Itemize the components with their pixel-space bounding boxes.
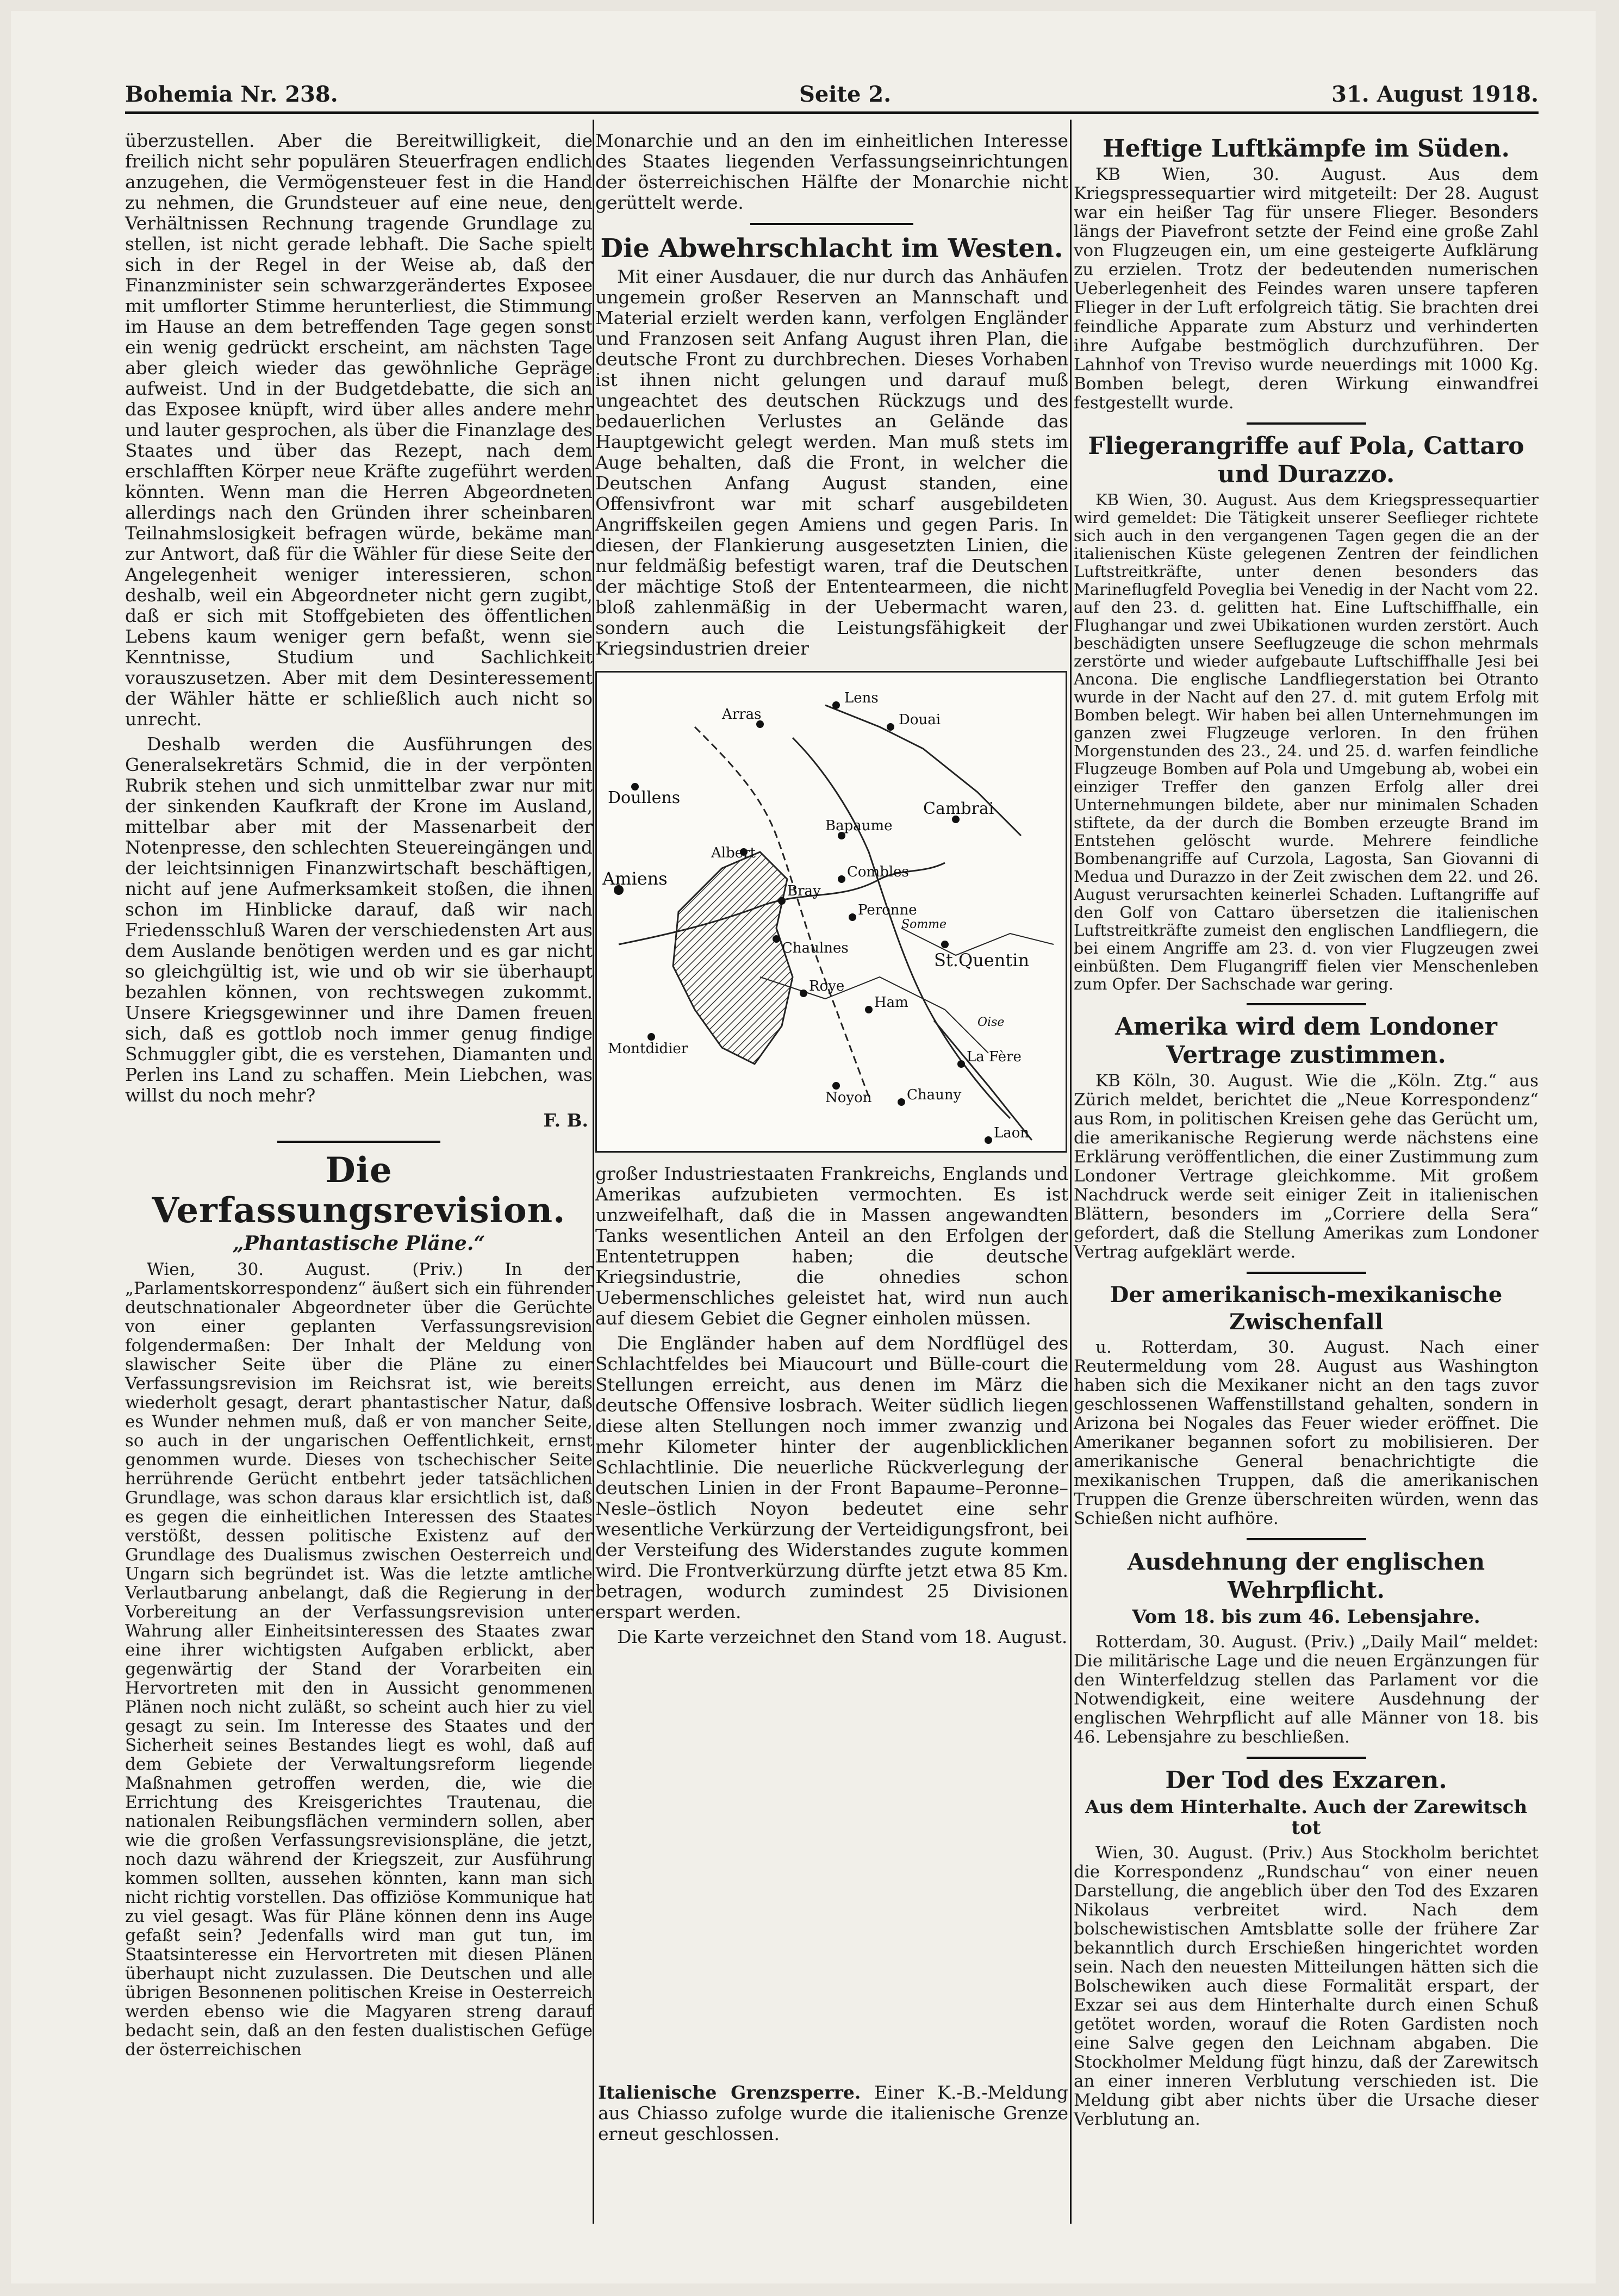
headline-luftkaempfe: Heftige Luftkämpfe im Süden. — [1103, 135, 1510, 163]
article-text: überzustellen. Aber die Bereitwilligkeit, die freilich nicht sehr populären Steuerfragen endlich anzugehen, die Vermögensteuer fest in die Hand zu nehmen, die Grundsteuer auf eine neue, den Verhältnissen Rechnung tragende Grundlage zu stellen, ist nicht gerade lebhaft. Die Sache spielt sich in der Regel in der Weise ab, daß der Finanzminister sein schwarzgerändertes Exposee mit umflorter Stimme herunterliest, die Stimmung im Hause an dem betreffenden Tage gegen sonst ein wenig gedrückt erscheint, am nächsten Tage aber gleich wieder das gewöhnliche Gepräge aufweist. Und in der Budgetdebatte, die sich an das Exposee knüpft, wird über alles andere mehr und lauter gesprochen, als über die Finanzlage des Staates und über das Rezept, nach dem erschlafften Körper neue Kräfte zugeführt werden könnten. Wenn man die Herren Abgeordneten allerdings nach den Gründen ihrer scheinbaren Teilnahmslosigkeit befragen würde, bekäme man zur Antwort, daß für die Wähler für diese Seite der Angelegenheit weniger interessieren, schon deshalb, weil ein Abgeordneter nicht gern zugibt, daß er sich mit Stoffgebieten des öffentlichen Lebens kaum weniger gern befaßt, wenn sie Kenntnisse, Studium und Sachlichkeit vorauszusetzen. Aber mit dem Desinteressement der Wähler hätte er schließlich auch nicht so unrecht. — [125, 130, 593, 730]
map-label: Douai — [899, 712, 941, 728]
column-1 — [125, 130, 593, 2296]
article-text: großer Industriestaaten Frankreichs, Englands und Amerikas aufzubieten vermochten. Es ist unzweifelhaft, daß die in Massen angewandten Tanks wesentlichen Anteil an den Erfolgen der Ententetruppen haben; die deutsche Kriegsindustrie, die ohnedies schon Uebermenschliches geleistet hat, wird nun auch auf diesem Gebiet die Gegner einholen müssen. — [595, 1163, 1068, 1329]
article-text: Wien, 30. August. (Priv.) In der „Parlamentskorrespondenz“ äußert sich ein führender deutschnationaler Abgeordneter über die Gerüchte von einer geplanten Verfassungsrevision folgendermaßen: Der Inhalt der Meldung von slawischer Seite über die Pläne zu einer Verfassungsrevision im Reichsrat ist, wie bereits wiederholt gesagt, derart phantastischer Natur, daß es Wunder nehmen muß, daß er von mancher Seite, so auch in der ungarischen Oeffentlichkeit, ernst genommen wurde. Dieses von tschechischer Seite herrührende Gerücht entbehrt jeder tatsächlichen Grundlage, was schon daraus klar ersichtlich ist, daß es gegen die einheitlichen Interessen des Staates verstößt, dessen politische Existenz auf der Grundlage des Dualismus zwischen Oesterreich und Ungarn sich begründet ist. Was die letzte amtliche Verlautbarung anbelangt, daß die Regierung in der Vorbereitung an der Verfassungsrevision unter Wahrung aller Einheitsinteressen des Staates zwar eine ihrer wichtigsten Aufgaben erblickt, aber gegenwärtig der Stand der Vorarbeiten ein Hervortreten mit den in Aussicht genommenen Plänen noch nicht zuläßt, so scheint auch hier zu viel gesagt zu sein. Im Interesse des Staates und der Sicherheit seines Bestandes liegt es wohl, daß auf dem Gebiete der Verwaltungsreform liegende Maßnahmen getroffen werden, die, wie die Errichtung des Kreisgerichtes Trautenau, die nationalen Reibungsflächen vermindern sollen, aber wie die großen Verfassungsrevisionspläne, die jetzt, noch dazu während der Kriegszeit, zur Ausführung kommen sollten, aussehen könnten, kann man sich nicht richtig vorstellen. Das offiziöse Kommunique hat zu viel gesagt. Was für Pläne können denn ins Auge gefaßt sein? Jedenfalls wird man gut tun, im Staatsinteresse ein Hervortreten mit diesen Plänen überhaupt nicht zuzulassen. Die Deutschen und alle übrigen Besonnenen politischen Kreise in Oesterreich werden ebenso wie die Magyaren streng darauf bedacht sein, daß an den festen dualistischen Gefüge der österreichischen — [125, 1260, 593, 2059]
front-map — [595, 671, 1067, 1153]
headline-fliegerangriffe: Fliegerangriffe auf Pola, Cattaro und Durazzo. — [1088, 432, 1524, 488]
map-label: Roye — [809, 978, 845, 994]
road — [760, 977, 988, 1053]
map-label: Montdidier — [608, 1041, 688, 1057]
town-marker — [773, 935, 780, 943]
separator — [1247, 1538, 1366, 1540]
map-label: St.Quentin — [934, 950, 1030, 970]
subheadline: Vom 18. bis zum 46. Lebensjahre. — [1132, 1606, 1480, 1628]
issue-number: Bohemia Nr. 238. — [125, 82, 338, 107]
map-label: Ham — [874, 994, 908, 1011]
article-text: KB Köln, 30. August. Wie die „Köln. Ztg.“ aus Zürich meldet, berichtet die „Neue Korrespondenz“ aus Rom, in politischen Kreisen gehe das Gerücht um, die amerikanische Regierung werde nächstens eine Erklärung veröffentlichen, die einer Zustimmung zum Londoner Vertrage gleichkomme. Mit großem Nachdruck werde seit einiger Zeit in italienischen Blättern, besonders im „Corriere della Sera“ gefordert, daß die Stellung Amerikas zum Londoner Vertrag aufgeklärt werde. — [1074, 1071, 1539, 1262]
headline-amerika: Amerika wird dem Londoner Vertrage zustimmen. — [1115, 1013, 1497, 1069]
article-text: KB Wien, 30. August. Aus dem Kriegspressequartier wird mitgeteilt: Der 28. August war ein heißer Tag für unsere Flieger. Besonders längs der Piavefront setzte der Feind eine große Zahl von Flugzeugen ein, um eine gesteigerte Aufklärung zu erzielen. Trotz der bedeutenden numerischen Ueberlegenheit des Feindes waren unsere tapferen Flieger in der Luft erfolgreich tätig. Sie brachten drei feindliche Apparate zum Absturz und verhinderten ihre Aufgabe bestmöglich durchzuführen. Der Lahnhof von Treviso wurde neuerdings mit 1000 Kg. Bomben belegt, deren Wirkung einwandfrei festgestellt wurde. — [1074, 165, 1539, 413]
page-number: Seite 2. — [799, 82, 892, 107]
oise-river — [934, 1021, 1032, 1140]
town-marker — [985, 1136, 992, 1144]
map-label: Doullens — [608, 788, 681, 807]
headline-zwischenfall: Der amerikanisch-mexikanische Zwischenfall — [1110, 1282, 1503, 1335]
town-marker — [832, 701, 840, 709]
header-rule — [125, 111, 1539, 114]
subheadline: „Phantastische Pläne.“ — [232, 1232, 485, 1255]
map-label: Chauny — [907, 1087, 962, 1103]
map-label: Chaulnes — [782, 940, 849, 956]
notice-kicker: Italienische Grenzsperre. — [598, 2082, 861, 2103]
column-3 — [1074, 130, 1539, 2296]
town-marker — [800, 990, 807, 997]
map-label: Bapaume — [825, 818, 893, 834]
map-label: Somme — [901, 918, 947, 931]
separator — [1247, 1757, 1366, 1759]
headline-abwehrschlacht: Die Abwehrschlacht im Westen. — [600, 233, 1063, 264]
town-marker — [647, 1033, 655, 1041]
map-label: Arras — [722, 706, 762, 723]
hatched-area — [673, 852, 793, 1064]
column-rule-2 — [1070, 120, 1072, 2224]
map-label: Combles — [847, 864, 909, 880]
town-marker — [778, 897, 786, 905]
map-label: Laon — [994, 1125, 1030, 1141]
article-text: Deshalb werden die Ausführungen des Generalsekretärs Schmid, die in der verpönten Rubrik stehen und sich unmittelbar zwar nur mit der sinkenden Kaufkraft der Krone im Ausland, mittelbar aber mit der Massenarbeit der Notenpresse, den schlechten Steuereingängen und der leichtsinnigen Finanzwirtschaft beschäftigen, nicht auf jene Aufmerksamkeit stoßen, die ihnen schon im Hinblicke darauf, daß wir nach Friedensschluß Waren der verschiedensten Art aus dem Auslande benötigen werden und es gar nicht so gleichgültig ist, wie und ob wir sie überhaupt bezahlen können, von rechtswegen zukommt. Unsere Kriegsgewinner und ihre Damen freuen sich, daß es gottlob noch immer genug findige Schmuggler gibt, die es verstehen, Diamanten und Perlen ins Land zu schaffen. Mein Liebchen, was willst du noch mehr? — [125, 733, 593, 1106]
separator — [1247, 1272, 1366, 1274]
headline-verfassungsrevision: Die Verfassungsrevision. — [152, 1150, 566, 1231]
map-label: Amiens — [602, 868, 668, 889]
map-label: Lens — [844, 690, 879, 706]
separator — [277, 1141, 440, 1143]
town-marker — [865, 1006, 873, 1013]
separator — [1247, 422, 1366, 425]
map-label: Albert — [711, 845, 756, 861]
map-label: La Fère — [967, 1049, 1022, 1065]
headline-wehrpflicht: Ausdehnung der englischen Wehrpflicht. — [1127, 1548, 1485, 1603]
article-text: Wien, 30. August. (Priv.) Aus Stockholm berichtet die Korrespondenz „Rundschau“ von einer neuen Darstellung, die angeblich über den Tod des Exzaren Nikolaus verbreitet wird. Nach dem bolschewistischen Amtsblatte solle der frühere Zar bekanntlich durch Erschießen hingerichtet worden sein. Nach den neuesten Mitteilungen hätten sich die Bolschewiken auch diese Formalität erspart, der Exzar sei aus dem Hinterhalte durch einen Schuß getötet worden, worauf die Roten Gardisten noch eine Salve gegen den Leichnam abgaben. Die Stockholmer Meldung fügt hinzu, daß der Zarewitsch an einer inneren Verblutung verschieden ist. Die Meldung gibt aber nichts über die Ursache dieser Verblutung an. — [1074, 1843, 1539, 2129]
separator — [1247, 1003, 1366, 1005]
notice-text: Einer K.-B.-Meldung aus Chiasso zufolge wurde die italienische Grenze erneut geschlossen. — [598, 2082, 1068, 2144]
town-marker — [838, 875, 845, 883]
town-marker — [941, 941, 949, 948]
headline-exzar: Der Tod des Exzaren. — [1165, 1766, 1447, 1794]
town-marker — [898, 1098, 905, 1106]
map-label: Bray — [787, 883, 821, 899]
map-label: Oise — [977, 1016, 1005, 1029]
town-marker — [849, 913, 856, 921]
author-byline: F. B. — [543, 1110, 588, 1131]
article-text: u. Rotterdam, 30. August. Nach einer Reutermeldung vom 28. August aus Washington haben sich die Mexikaner nicht an den tags zuvor geschlossenen Waffenstillstand gehalten, sondern in Arizona bei Nogales das Feuer wieder eröffnet. Die Amerikaner begannen sofort zu mobilisieren. Der amerikanische General benachrichtigte die mexikanischen Truppen, daß die amerikanischen Truppen die Grenze überschreiten würden, wenn das Schießen nicht aufhöre. — [1074, 1337, 1539, 1528]
map-drawing — [597, 673, 1066, 1151]
article-text: Rotterdam, 30. August. (Priv.) „Daily Mail“ meldet: Die militärische Lage und die neuen Ergänzungen für den Winterfeldzug stellen das Parlament vor die Notwendigkeit, eine weitere Ausdehnung der englischen Wehrpflicht auf alle Männer von 18. bis 46. Lebensjahre zu beschließen. — [1074, 1632, 1539, 1747]
column-2 — [595, 130, 1068, 2296]
short-notice — [598, 2082, 1068, 2144]
article-text: KB Wien, 30. August. Aus dem Kriegspressequartier wird gemeldet: Die Tätigkeit unserer Seeflieger richtete sich auch in den vergangenen Tagen gegen die an der italienischen Küste gelegenen Zentren der feindlichen Luftstreitkräfte, unter denen besonders das Marineflugfeld Poveglia bei Venedig in der Nacht vom 22. auf den 23. d. gelitten hat. Eine Luftschiffhalle, ein Flughangar und zwei Ubikationen wurden zerstört. Auch beschädigten unsere Seeflugzeuge die schon mehrmals zerstörte und wieder aufgebaute Luftschiffhalle Jesi bei Ancona. Die englische Landfliegerstation bei Otranto wurde in der Nacht auf den 27. d. mit gutem Erfolg mit Bomben belegt. Wir haben bei allen Unternehmungen im ganzen zwei Flugzeuge verloren. In den frühen Morgenstunden des 23., 24. und 25. d. warfen feindliche Flugzeuge Bomben auf Pola und Umgebung ab, wobei ein einziger Treffer den ganzen Erfolg aller drei Unternehmungen bildete, aber nur minimalen Schaden stiftete, da der durch die Bomben erzeugte Brand im Entstehen gelöscht wurde. Mehrere feindliche Bombenangriffe auf Curzola, Lagosta, San Giovanni di Medua und Durazzo in der Zeit zwischen dem 22. und 26. August verursachten keinerlei Schaden. Luftangriffe auf den Golf von Cattaro übersetzen die italienischen Luftstreitkräfte zumeist den englischen Landfliegern, die bei einem Angriffe am 23. d. von vier Flugzeugen zwei einbüßten. Dem Flugangriff fielen vier Menschenleben zum Opfer. Der Sachschade war gering. — [1074, 490, 1539, 993]
map-label: Cambrai — [923, 799, 994, 818]
column-rule-1 — [593, 120, 594, 2224]
map-label: Peronne — [858, 902, 917, 918]
article-text: Die Karte verzeichnet den Stand vom 18. August. — [617, 1626, 1068, 1647]
subheadline: Aus dem Hinterhalte. Auch der Zarewitsch tot — [1085, 1796, 1528, 1839]
town-marker — [957, 1060, 965, 1068]
article-text: Die Engländer haben auf dem Nordflügel des Schlachtfeldes bei Miaucourt und Bülle-court die Stellungen erreicht, aus denen im März die deutsche Offensive losbrach. Weiter südlich liegen diese alten Stellungen noch immer zwanzig und mehr Kilometer hinter der augenblicklichen Schlachtlinie. Die neuerliche Rückverlegung der deutschen Linien in der Front Bapaume–Peronne–Nesle–östlich Noyon bedeutet eine sehr wesentliche Verkürzung der Verteidigungsfront, bei der Versteifung des Widerstandes zugute kommen wird. Die Frontverkürzung dürfte jetzt etwa 85 Km. betragen, wodurch zumindest 25 Divisionen erspart werden. — [595, 1333, 1068, 1622]
map-label: Noyon — [825, 1090, 872, 1106]
article-text: Mit einer Ausdauer, die nur durch das Anhäufen ungemein großer Reserven an Mannschaft und Material erzielt werden kann, verfolgen Engländer und Franzosen seit Anfang August ihren Plan, die deutsche Front zu durchbrechen. Dieses Vorhaben ist ihnen nicht gelungen und darauf muß ungeachtet des deutschen Rückzugs und des bedauerlichen Verlustes an Gelände das Hauptgewicht gelegt werden. Man muß stets im Auge behalten, daß die Front, in welcher die Deutschen Anfang August standen, eine Offensivfront war mit scharf ausgebildeten Angriffskeilen gegen Amiens und gegen Paris. In diesen, der Flankierung ausgesetzten Linien, die nur feldmäßig befestigt waren, traf die Deutschen der mächtige Stoß der Ententearmeen, die nicht bloß zahlenmäßig in der Uebermacht waren, sondern auch die Leistungsfähigkeit der Kriegsindustrien dreier — [595, 266, 1068, 659]
town-marker — [887, 723, 894, 731]
issue-date: 31. August 1918. — [1331, 82, 1539, 107]
town-marker — [832, 1082, 840, 1090]
separator — [750, 223, 913, 225]
article-text: Monarchie und an den im einheitlichen Interesse des Staates liegenden Verfassungseinrichtungen der österreichischen Hälfte der Monarchie nicht gerüttelt werde. — [595, 130, 1068, 213]
